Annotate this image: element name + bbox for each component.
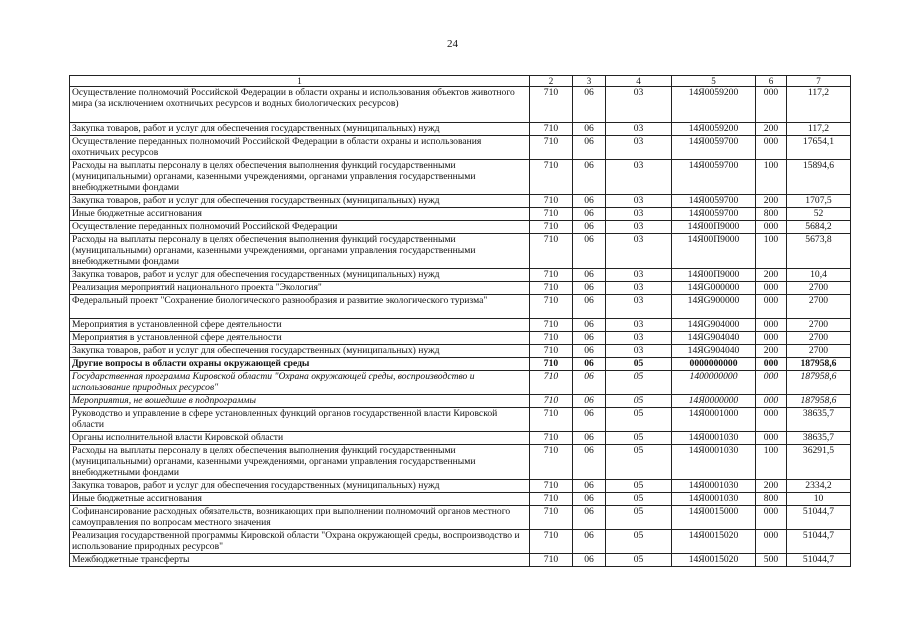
- admin-code-cell: 710: [530, 358, 573, 371]
- section-code-cell: 06: [573, 345, 606, 358]
- amount-cell: 187958,6: [787, 371, 851, 395]
- expense-type-cell: 000: [756, 136, 787, 160]
- table-row: [70, 319, 851, 332]
- target-article-cell: 14Я0001030: [672, 445, 756, 480]
- subsection-code-cell: 03: [606, 319, 672, 332]
- target-article-cell: 14Я0059700: [672, 208, 756, 221]
- section-code-cell: 06: [573, 123, 606, 136]
- table-row: [70, 408, 851, 432]
- expense-type-cell: 000: [756, 358, 787, 371]
- target-article-cell: 14ЯG904040: [672, 345, 756, 358]
- amount-cell: 51044,7: [787, 554, 851, 567]
- section-code-cell: 06: [573, 136, 606, 160]
- target-article-cell: 14Я0059200: [672, 87, 756, 123]
- table-row: [70, 208, 851, 221]
- target-article-cell: 14ЯG904000: [672, 319, 756, 332]
- subsection-code-cell: 03: [606, 160, 672, 195]
- admin-code-cell: 710: [530, 234, 573, 269]
- row-name-cell: Закупка товаров, работ и услуг для обеспечения государственных (муниципальных) нужд: [70, 195, 530, 208]
- table-row: [70, 530, 851, 554]
- expense-type-cell: 000: [756, 282, 787, 295]
- admin-code-cell: 710: [530, 432, 573, 445]
- row-name-cell: Реализация государственной программы Кировской области "Охрана окружающей среды, воспроизводство и использование природных ресурсов": [70, 530, 530, 554]
- row-name-cell: Иные бюджетные ассигнования: [70, 208, 530, 221]
- row-name-cell: Мероприятия в установленной сфере деятельности: [70, 319, 530, 332]
- target-article-cell: 14Я0059200: [672, 123, 756, 136]
- target-article-cell: 14ЯG904040: [672, 332, 756, 345]
- target-article-cell: 14Я0001030: [672, 432, 756, 445]
- target-article-cell: 14Я0001030: [672, 480, 756, 493]
- subsection-code-cell: 03: [606, 221, 672, 234]
- target-article-cell: 14Я0001030: [672, 493, 756, 506]
- amount-cell: 187958,6: [787, 395, 851, 408]
- table-row: [70, 345, 851, 358]
- target-article-cell: 14ЯG900000: [672, 295, 756, 319]
- target-article-cell: 14Я0015020: [672, 530, 756, 554]
- admin-code-cell: 710: [530, 136, 573, 160]
- section-code-cell: 06: [573, 282, 606, 295]
- admin-code-cell: 710: [530, 87, 573, 123]
- subsection-code-cell: 03: [606, 195, 672, 208]
- target-article-cell: 14Я0059700: [672, 195, 756, 208]
- section-code-cell: 06: [573, 530, 606, 554]
- row-name-cell: Закупка товаров, работ и услуг для обеспечения государственных (муниципальных) нужд: [70, 269, 530, 282]
- amount-cell: 38635,7: [787, 432, 851, 445]
- row-name-cell: Софинансирование расходных обязательств, возникающих при выполнении полномочий органов местного самоуправления по вопросам местного значения: [70, 506, 530, 530]
- subsection-code-cell: 03: [606, 332, 672, 345]
- admin-code-cell: 710: [530, 480, 573, 493]
- table-body: [70, 87, 851, 567]
- subsection-code-cell: 03: [606, 123, 672, 136]
- column-header: 4: [606, 76, 672, 87]
- subsection-code-cell: 05: [606, 445, 672, 480]
- table-row: [70, 221, 851, 234]
- admin-code-cell: 710: [530, 208, 573, 221]
- table-row: [70, 371, 851, 395]
- page-number: 24: [447, 38, 458, 50]
- target-article-cell: 14Я00П9000: [672, 269, 756, 282]
- amount-cell: 2700: [787, 332, 851, 345]
- row-name-cell: Федеральный проект "Сохранение биологического разнообразия и развитие экологического туризма": [70, 295, 530, 319]
- table-row: [70, 395, 851, 408]
- column-header: 2: [530, 76, 573, 87]
- admin-code-cell: 710: [530, 123, 573, 136]
- expense-type-cell: 200: [756, 480, 787, 493]
- amount-cell: 17654,1: [787, 136, 851, 160]
- amount-cell: 38635,7: [787, 408, 851, 432]
- expense-type-cell: 100: [756, 160, 787, 195]
- table-row: [70, 332, 851, 345]
- amount-cell: 51044,7: [787, 506, 851, 530]
- expense-type-cell: 000: [756, 332, 787, 345]
- admin-code-cell: 710: [530, 319, 573, 332]
- table-row: [70, 295, 851, 319]
- section-code-cell: 06: [573, 480, 606, 493]
- subsection-code-cell: 05: [606, 358, 672, 371]
- expense-type-cell: 000: [756, 319, 787, 332]
- admin-code-cell: 710: [530, 493, 573, 506]
- expense-type-cell: 000: [756, 432, 787, 445]
- admin-code-cell: 710: [530, 530, 573, 554]
- amount-cell: 117,2: [787, 87, 851, 123]
- expense-type-cell: 000: [756, 295, 787, 319]
- subsection-code-cell: 03: [606, 208, 672, 221]
- expense-type-cell: 000: [756, 530, 787, 554]
- admin-code-cell: 710: [530, 221, 573, 234]
- section-code-cell: 06: [573, 295, 606, 319]
- table-row: [70, 87, 851, 123]
- subsection-code-cell: 03: [606, 345, 672, 358]
- admin-code-cell: 710: [530, 395, 573, 408]
- table-row: [70, 445, 851, 480]
- expense-type-cell: 000: [756, 506, 787, 530]
- subsection-code-cell: 05: [606, 395, 672, 408]
- row-name-cell: Органы исполнительной власти Кировской области: [70, 432, 530, 445]
- subsection-code-cell: 05: [606, 530, 672, 554]
- section-code-cell: 06: [573, 269, 606, 282]
- amount-cell: 5673,8: [787, 234, 851, 269]
- section-code-cell: 06: [573, 408, 606, 432]
- budget-table: [69, 75, 851, 567]
- table-row: [70, 269, 851, 282]
- row-name-cell: Иные бюджетные ассигнования: [70, 493, 530, 506]
- row-name-cell: Мероприятия в установленной сфере деятельности: [70, 332, 530, 345]
- table-row: [70, 282, 851, 295]
- expense-type-cell: 500: [756, 554, 787, 567]
- subsection-code-cell: 03: [606, 234, 672, 269]
- amount-cell: 5684,2: [787, 221, 851, 234]
- target-article-cell: 14Я0059700: [672, 136, 756, 160]
- section-code-cell: 06: [573, 506, 606, 530]
- table-row: [70, 358, 851, 371]
- row-name-cell: Государственная программа Кировской области "Охрана окружающей среды, воспроизводство и использование природных ресурсов": [70, 371, 530, 395]
- subsection-code-cell: 05: [606, 493, 672, 506]
- expense-type-cell: 800: [756, 208, 787, 221]
- admin-code-cell: 710: [530, 408, 573, 432]
- admin-code-cell: 710: [530, 332, 573, 345]
- target-article-cell: 1400000000: [672, 371, 756, 395]
- admin-code-cell: 710: [530, 282, 573, 295]
- expense-type-cell: 200: [756, 195, 787, 208]
- expense-type-cell: 100: [756, 234, 787, 269]
- section-code-cell: 06: [573, 221, 606, 234]
- admin-code-cell: 710: [530, 554, 573, 567]
- amount-cell: 187958,6: [787, 358, 851, 371]
- column-header: 7: [787, 76, 851, 87]
- admin-code-cell: 710: [530, 295, 573, 319]
- admin-code-cell: 710: [530, 506, 573, 530]
- admin-code-cell: 710: [530, 371, 573, 395]
- subsection-code-cell: 05: [606, 432, 672, 445]
- amount-cell: 2700: [787, 345, 851, 358]
- subsection-code-cell: 03: [606, 269, 672, 282]
- expense-type-cell: 000: [756, 221, 787, 234]
- amount-cell: 2700: [787, 282, 851, 295]
- amount-cell: 10,4: [787, 269, 851, 282]
- column-header: 1: [70, 76, 530, 87]
- section-code-cell: 06: [573, 371, 606, 395]
- target-article-cell: 14Я00П9000: [672, 221, 756, 234]
- admin-code-cell: 710: [530, 345, 573, 358]
- section-code-cell: 06: [573, 234, 606, 269]
- column-header: 6: [756, 76, 787, 87]
- row-name-cell: Закупка товаров, работ и услуг для обеспечения государственных (муниципальных) нужд: [70, 123, 530, 136]
- row-name-cell: Закупка товаров, работ и услуг для обеспечения государственных (муниципальных) нужд: [70, 480, 530, 493]
- row-name-cell: Реализация мероприятий национального проекта "Экология": [70, 282, 530, 295]
- table-row: [70, 554, 851, 567]
- expense-type-cell: 000: [756, 371, 787, 395]
- expense-type-cell: 200: [756, 345, 787, 358]
- expense-type-cell: 000: [756, 395, 787, 408]
- table-row: [70, 160, 851, 195]
- row-name-cell: Расходы на выплаты персоналу в целях обеспечения выполнения функций государственными (муниципальными) органами, казенными учреждениями, органами управления государственными внебюджетными фондами: [70, 160, 530, 195]
- column-header: 5: [672, 76, 756, 87]
- subsection-code-cell: 03: [606, 295, 672, 319]
- amount-cell: 15894,6: [787, 160, 851, 195]
- subsection-code-cell: 05: [606, 408, 672, 432]
- target-article-cell: 14Я0015000: [672, 506, 756, 530]
- section-code-cell: 06: [573, 319, 606, 332]
- target-article-cell: 14Я0015020: [672, 554, 756, 567]
- amount-cell: 2700: [787, 295, 851, 319]
- section-code-cell: 06: [573, 87, 606, 123]
- target-article-cell: 14Я0059700: [672, 160, 756, 195]
- subsection-code-cell: 03: [606, 136, 672, 160]
- section-code-cell: 06: [573, 160, 606, 195]
- row-name-cell: Закупка товаров, работ и услуг для обеспечения государственных (муниципальных) нужд: [70, 345, 530, 358]
- section-code-cell: 06: [573, 332, 606, 345]
- section-code-cell: 06: [573, 493, 606, 506]
- admin-code-cell: 710: [530, 195, 573, 208]
- row-name-cell: Мероприятия, не вошедшие в подпрограммы: [70, 395, 530, 408]
- expense-type-cell: 200: [756, 269, 787, 282]
- target-article-cell: 0000000000: [672, 358, 756, 371]
- row-name-cell: Осуществление переданных полномочий Российской Федерации в области охраны и использования охотничьих ресурсов: [70, 136, 530, 160]
- target-article-cell: 14ЯG000000: [672, 282, 756, 295]
- table-row: [70, 195, 851, 208]
- expense-type-cell: 100: [756, 445, 787, 480]
- amount-cell: 1707,5: [787, 195, 851, 208]
- section-code-cell: 06: [573, 554, 606, 567]
- section-code-cell: 06: [573, 445, 606, 480]
- amount-cell: 117,2: [787, 123, 851, 136]
- row-name-cell: Осуществление полномочий Российской Федерации в области охраны и использования объектов животного мира (за исключением охотничьих ресурсов и водных биологических ресурсов): [70, 87, 530, 123]
- amount-cell: 51044,7: [787, 530, 851, 554]
- amount-cell: 36291,5: [787, 445, 851, 480]
- row-name-cell: Межбюджетные трансферты: [70, 554, 530, 567]
- target-article-cell: 14Я0001000: [672, 408, 756, 432]
- table-row: [70, 432, 851, 445]
- table-row: [70, 136, 851, 160]
- column-header: 3: [573, 76, 606, 87]
- expense-type-cell: 800: [756, 493, 787, 506]
- row-name-cell: Другие вопросы в области охраны окружающей среды: [70, 358, 530, 371]
- amount-cell: 52: [787, 208, 851, 221]
- table-row: [70, 480, 851, 493]
- subsection-code-cell: 05: [606, 480, 672, 493]
- section-code-cell: 06: [573, 358, 606, 371]
- subsection-code-cell: 05: [606, 554, 672, 567]
- target-article-cell: 14Я0000000: [672, 395, 756, 408]
- admin-code-cell: 710: [530, 160, 573, 195]
- section-code-cell: 06: [573, 208, 606, 221]
- amount-cell: 2700: [787, 319, 851, 332]
- subsection-code-cell: 03: [606, 282, 672, 295]
- table-row: [70, 123, 851, 136]
- expense-type-cell: 000: [756, 408, 787, 432]
- table-row: [70, 493, 851, 506]
- header-row: [70, 76, 851, 87]
- section-code-cell: 06: [573, 432, 606, 445]
- section-code-cell: 06: [573, 195, 606, 208]
- subsection-code-cell: 05: [606, 371, 672, 395]
- table-row: [70, 234, 851, 269]
- row-name-cell: Осуществление переданных полномочий Российской Федерации: [70, 221, 530, 234]
- admin-code-cell: 710: [530, 269, 573, 282]
- amount-cell: 2334,2: [787, 480, 851, 493]
- subsection-code-cell: 05: [606, 506, 672, 530]
- target-article-cell: 14Я00П9000: [672, 234, 756, 269]
- row-name-cell: Руководство и управление в сфере установленных функций органов государственной власти Кировской области: [70, 408, 530, 432]
- row-name-cell: Расходы на выплаты персоналу в целях обеспечения выполнения функций государственными (муниципальными) органами, казенными учреждениями, органами управления государственными внебюджетными фондами: [70, 234, 530, 269]
- expense-type-cell: 200: [756, 123, 787, 136]
- row-name-cell: Расходы на выплаты персоналу в целях обеспечения выполнения функций государственными (муниципальными) органами, казенными учреждениями, органами управления государственными внебюджетными фондами: [70, 445, 530, 480]
- subsection-code-cell: 03: [606, 87, 672, 123]
- table-row: [70, 506, 851, 530]
- section-code-cell: 06: [573, 395, 606, 408]
- expense-type-cell: 000: [756, 87, 787, 123]
- admin-code-cell: 710: [530, 445, 573, 480]
- amount-cell: 10: [787, 493, 851, 506]
